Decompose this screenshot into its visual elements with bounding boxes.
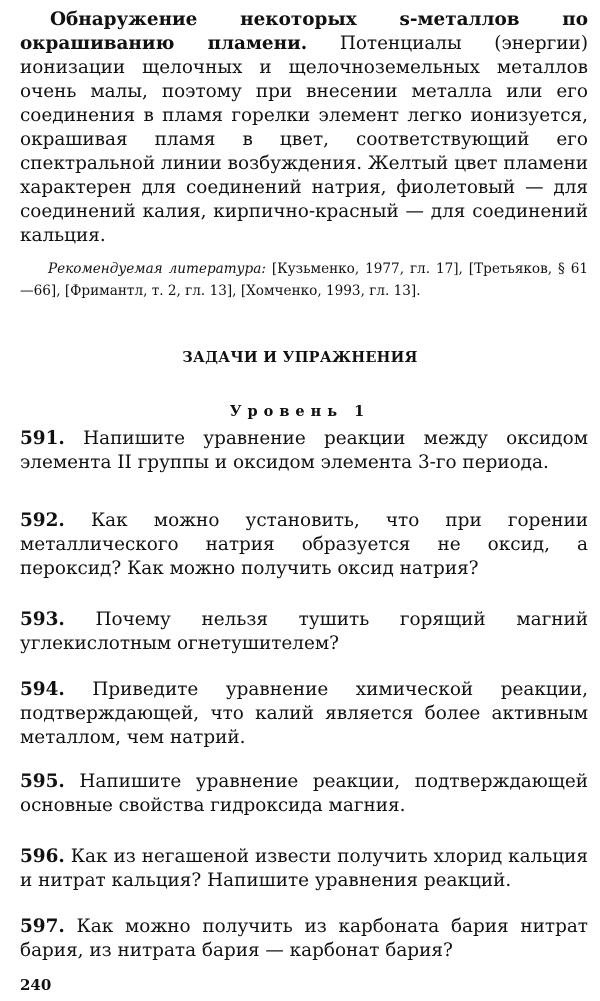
problem-number: 594. (20, 679, 65, 700)
problem-594 (20, 678, 588, 750)
intro-text: Потенциалы (энергии) ионизации щелочных и щелочноземельных металлов очень малы, поэтому при внесении металла или его соединения в пламя горелки элемент легко ионизуется, окрашивая пламя в цвет, соответствующий его спектральной линии возбуждения. Желтый цвет пламени характерен для соединений натрия, фиолетовый — для соединений калия, кирпично-красный — для соединений кальция. (20, 33, 588, 246)
problem-number: 593. (20, 609, 65, 630)
intro-heading: Обнаружение некоторых s-металлов по окрашиванию пламени. (20, 9, 588, 54)
problem-597 (20, 915, 588, 963)
intro-paragraph (20, 8, 588, 248)
problem-596 (20, 845, 588, 893)
literature-text: [Кузьменко, 1977, гл. 17], [Третьяков, § 61—66], [Фримантл, т. 2, гл. 13], [Хомченко, 1993, гл. 13]. (20, 261, 588, 299)
level-title: Уровень 1 (229, 403, 371, 420)
problem-number: 592. (20, 510, 65, 531)
problem-592 (20, 509, 588, 581)
problem-text: Как можно установить, что при горении металлического натрия образуется не оксид, а пероксид? Как можно получить оксид натрия? (20, 510, 588, 579)
recommended-literature (20, 258, 588, 302)
section-title: ЗАДАЧИ И УПРАЖНЕНИЯ (182, 349, 418, 366)
problem-text: Напишите уравнение реакции между оксидом элемента II группы и оксидом элемента 3-го периода. (20, 428, 588, 473)
problem-number: 591. (20, 428, 65, 449)
problem-591 (20, 427, 588, 475)
problem-595 (20, 770, 588, 818)
problem-number: 595. (20, 771, 65, 792)
problem-text: Напишите уравнение реакции, подтверждающей основные свойства гидроксида магния. (20, 771, 588, 816)
problem-text: Приведите уравнение химической реакции, подтверждающей, что калий является более активным металлом, чем натрий. (20, 679, 588, 748)
literature-label: Рекомендуемая литература: (48, 261, 266, 277)
problem-number: 596. (20, 846, 65, 867)
problem-text: Почему нельзя тушить горящий магний углекислотным огнетушителем? (20, 609, 588, 654)
problem-593 (20, 608, 588, 656)
problem-text: Как из негашеной извести получить хлорид кальция и нитрат кальция? Напишите уравнения реакций. (20, 846, 588, 891)
problem-number: 597. (20, 916, 65, 937)
problem-text: Как можно получить из карбоната бария нитрат бария, из нитрата бария — карбонат бария? (20, 916, 588, 961)
page-number: 240 (20, 976, 52, 994)
